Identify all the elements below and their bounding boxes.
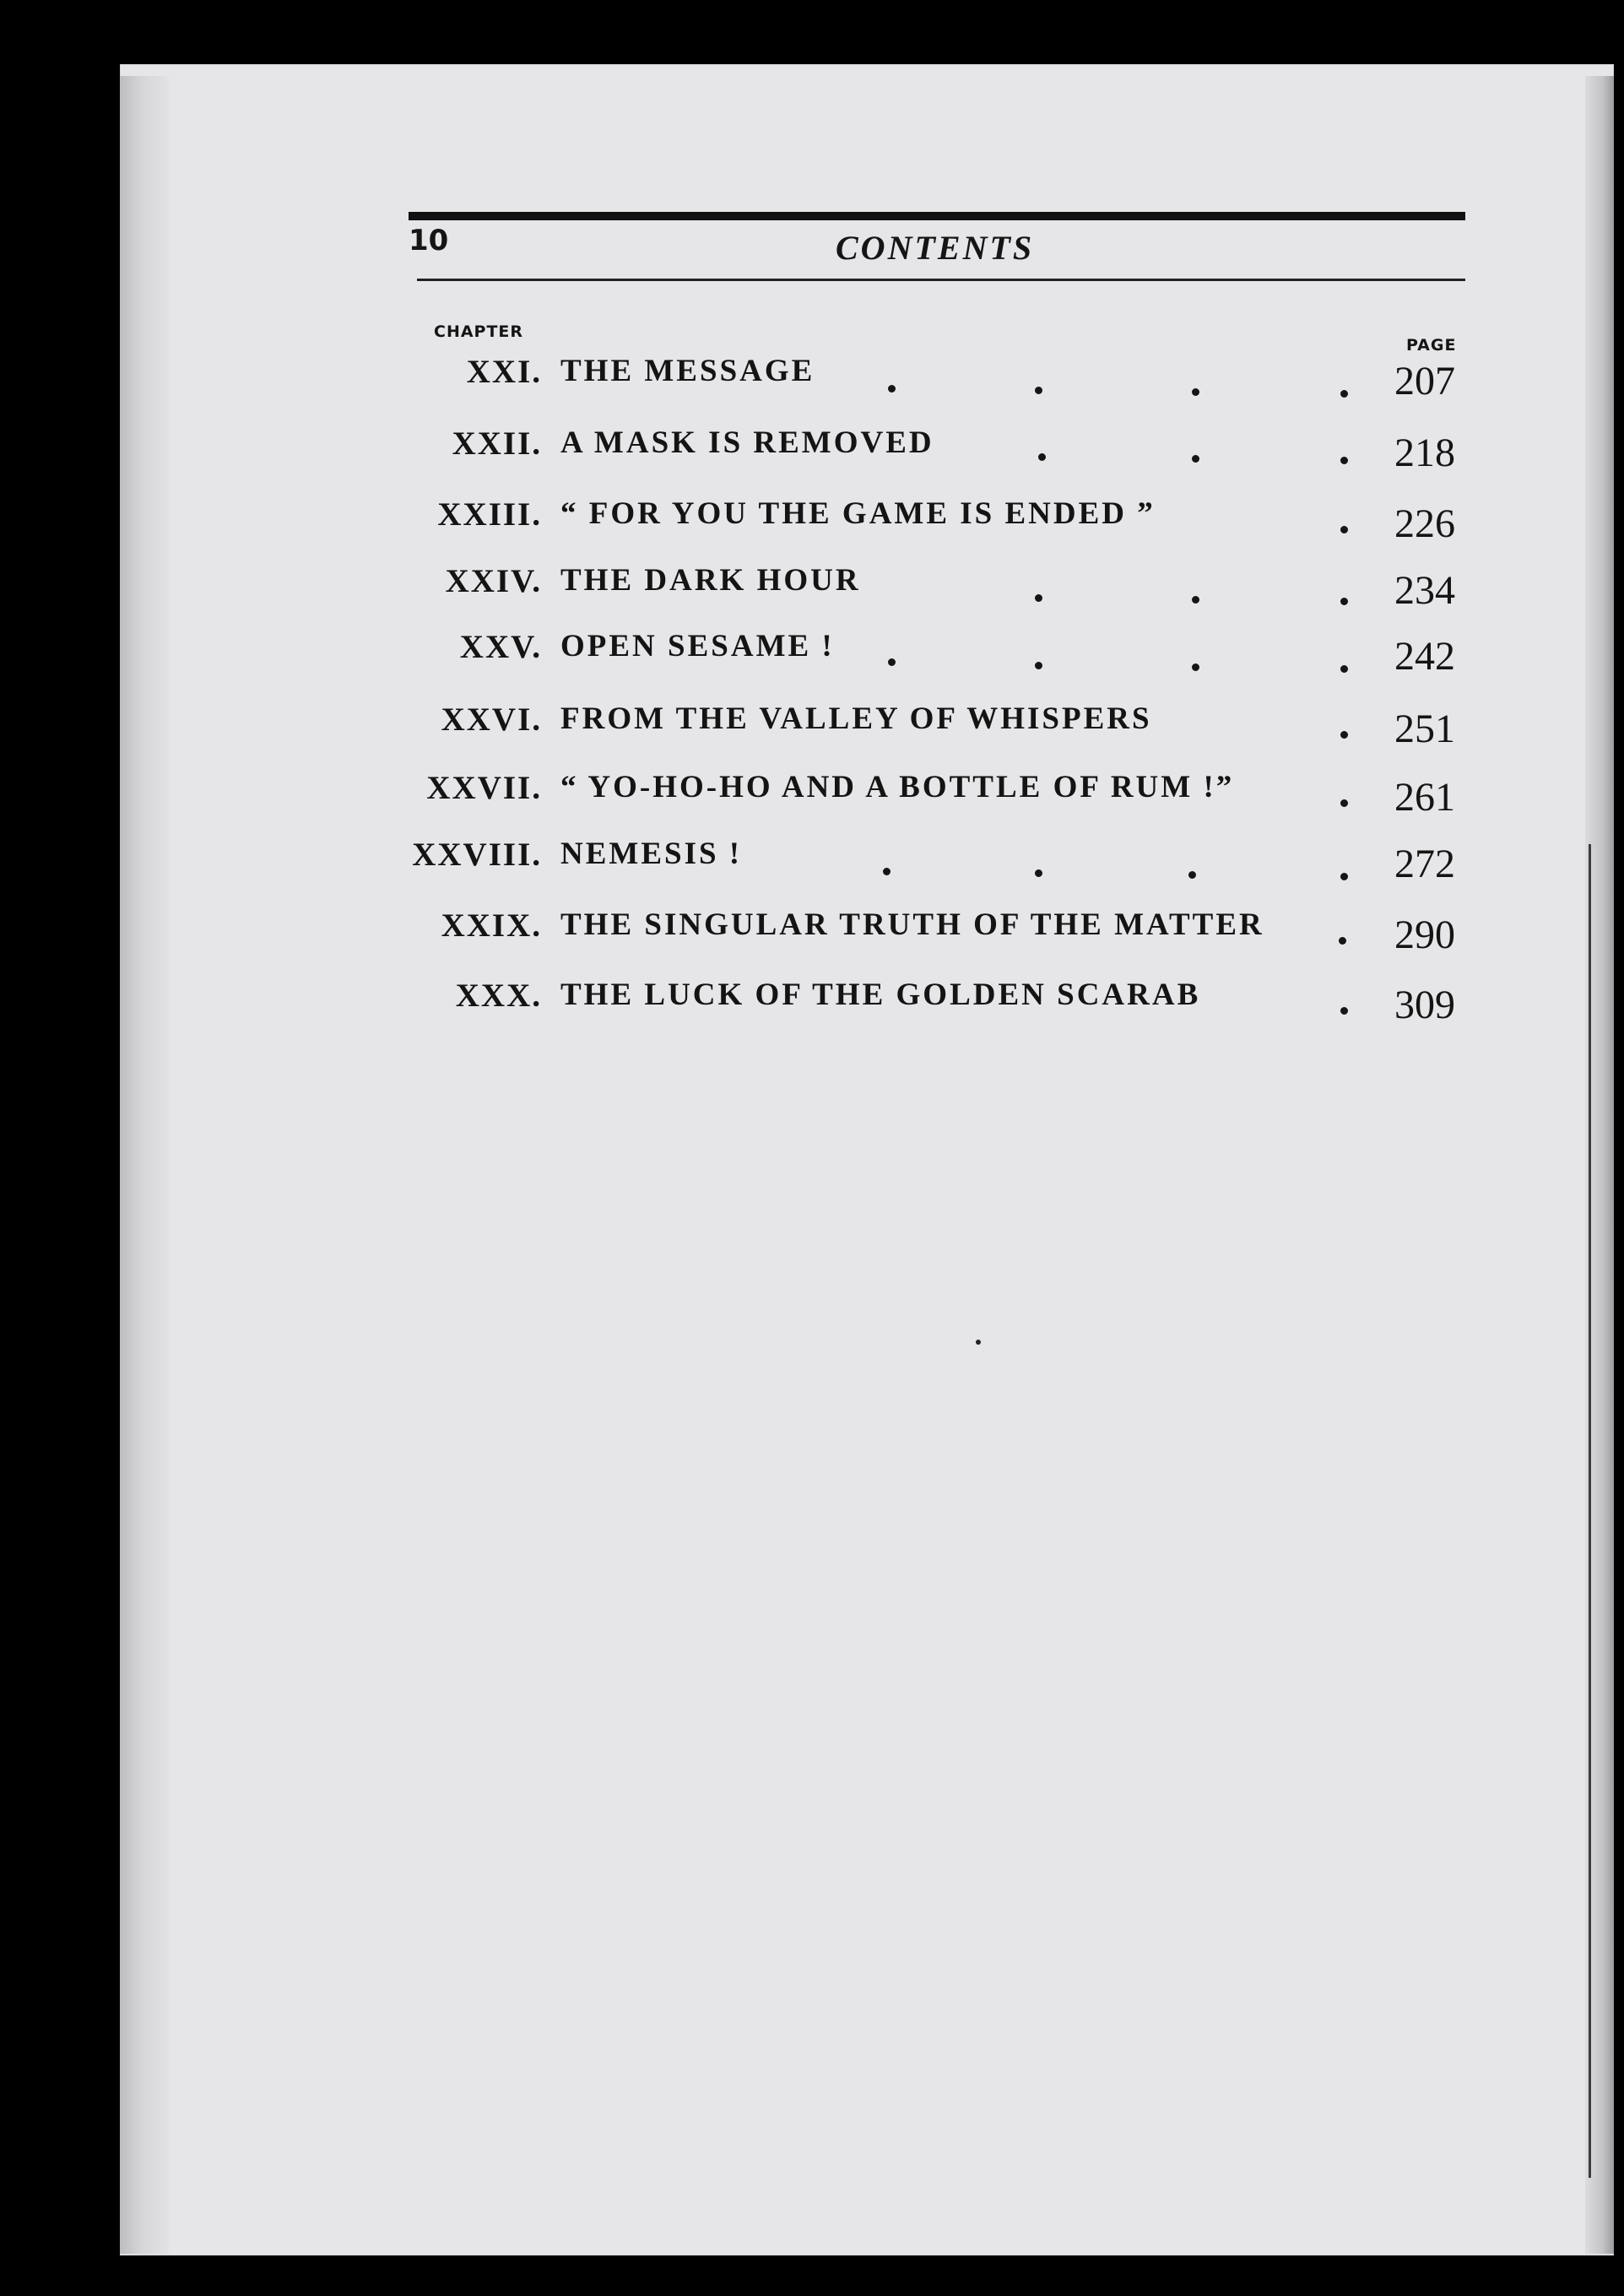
chapter-number: XXIX.	[441, 907, 542, 944]
chapter-page-number: 226	[1394, 501, 1455, 546]
leader-dot	[1192, 455, 1199, 463]
leader-dot	[1192, 596, 1199, 604]
chapter-page-number: 251	[1394, 707, 1455, 751]
toc-entry	[388, 628, 1477, 687]
leader-dot	[883, 868, 890, 875]
leader-dot	[1340, 598, 1348, 605]
chapter-number: XXI.	[466, 354, 542, 390]
page-gutter-left	[120, 76, 169, 2254]
leader-dot	[888, 658, 896, 666]
chapter-title: NEMESIS !	[560, 837, 743, 871]
leader-dot	[1035, 594, 1042, 602]
chapter-number: XXII.	[452, 425, 542, 462]
toc-entry	[388, 425, 1477, 484]
chapter-number: XXVIII.	[412, 837, 542, 873]
chapter-page-number: 290	[1394, 912, 1455, 957]
toc-entry	[388, 701, 1477, 760]
toc-entry	[388, 977, 1477, 1036]
toc-entry	[388, 769, 1477, 828]
chapter-page-number: 272	[1394, 842, 1455, 886]
leader-dot	[1192, 663, 1199, 671]
leader-dot	[1340, 799, 1348, 807]
page-folio: 10	[409, 224, 449, 257]
leader-dot	[888, 385, 896, 393]
leader-dot	[1340, 731, 1348, 739]
chapter-number: XXX.	[455, 977, 542, 1014]
toc-entry	[388, 836, 1477, 895]
chapter-title: A MASK IS REMOVED	[560, 425, 934, 460]
chapter-number: XXIII.	[437, 496, 542, 533]
leader-dot	[1038, 453, 1046, 461]
chapter-page-number: 261	[1394, 775, 1455, 820]
chapter-title: FROM THE VALLEY OF WHISPERS	[560, 701, 1152, 736]
chapter-page-number: 234	[1394, 568, 1455, 613]
chapter-page-number: 309	[1394, 983, 1455, 1027]
chapter-title: “ FOR YOU THE GAME IS ENDED ”	[560, 496, 1156, 531]
toc-entry	[388, 562, 1477, 621]
header-rule-thin	[417, 279, 1465, 281]
chapter-number: XXVII.	[426, 770, 542, 806]
leader-dot	[1035, 662, 1042, 669]
chapter-title: “ YO-HO-HO AND A BOTTLE OF RUM !”	[560, 770, 1235, 804]
leader-dot	[1035, 387, 1042, 394]
toc-entry	[388, 495, 1477, 555]
leader-dot	[1340, 390, 1348, 398]
leader-dot	[1192, 388, 1199, 396]
leader-dot	[1340, 457, 1348, 464]
chapter-number: XXIV.	[445, 563, 542, 599]
header-rule-thick	[409, 212, 1465, 220]
chapter-number: XXVI.	[441, 701, 542, 738]
chapter-title: THE DARK HOUR	[560, 563, 861, 598]
chapter-page-number: 242	[1394, 634, 1455, 679]
toc-entry	[388, 907, 1477, 966]
leader-dot	[1340, 526, 1348, 533]
leader-dot	[1340, 665, 1348, 673]
chapter-number: XXV.	[459, 629, 542, 665]
chapter-title: OPEN SESAME !	[560, 629, 835, 663]
leader-dot	[1035, 869, 1042, 877]
leader-dot	[1340, 1007, 1348, 1015]
chapter-title: THE SINGULAR TRUTH OF THE MATTER	[560, 907, 1264, 942]
leader-dot	[1188, 871, 1196, 879]
toc-entry	[388, 353, 1477, 412]
chapter-page-number: 207	[1394, 359, 1455, 403]
running-head: CONTENTS	[836, 229, 1035, 267]
print-speck	[976, 1340, 981, 1345]
leader-dot	[1340, 873, 1348, 880]
page-edge-shadow-line	[1589, 844, 1591, 2178]
chapter-title: THE LUCK OF THE GOLDEN SCARAB	[560, 977, 1201, 1012]
chapter-column-label: CHAPTER	[434, 322, 524, 341]
page-column-label: PAGE	[1406, 336, 1457, 355]
leader-dot	[1339, 937, 1346, 945]
chapter-page-number: 218	[1394, 430, 1455, 475]
chapter-title: THE MESSAGE	[560, 354, 815, 388]
